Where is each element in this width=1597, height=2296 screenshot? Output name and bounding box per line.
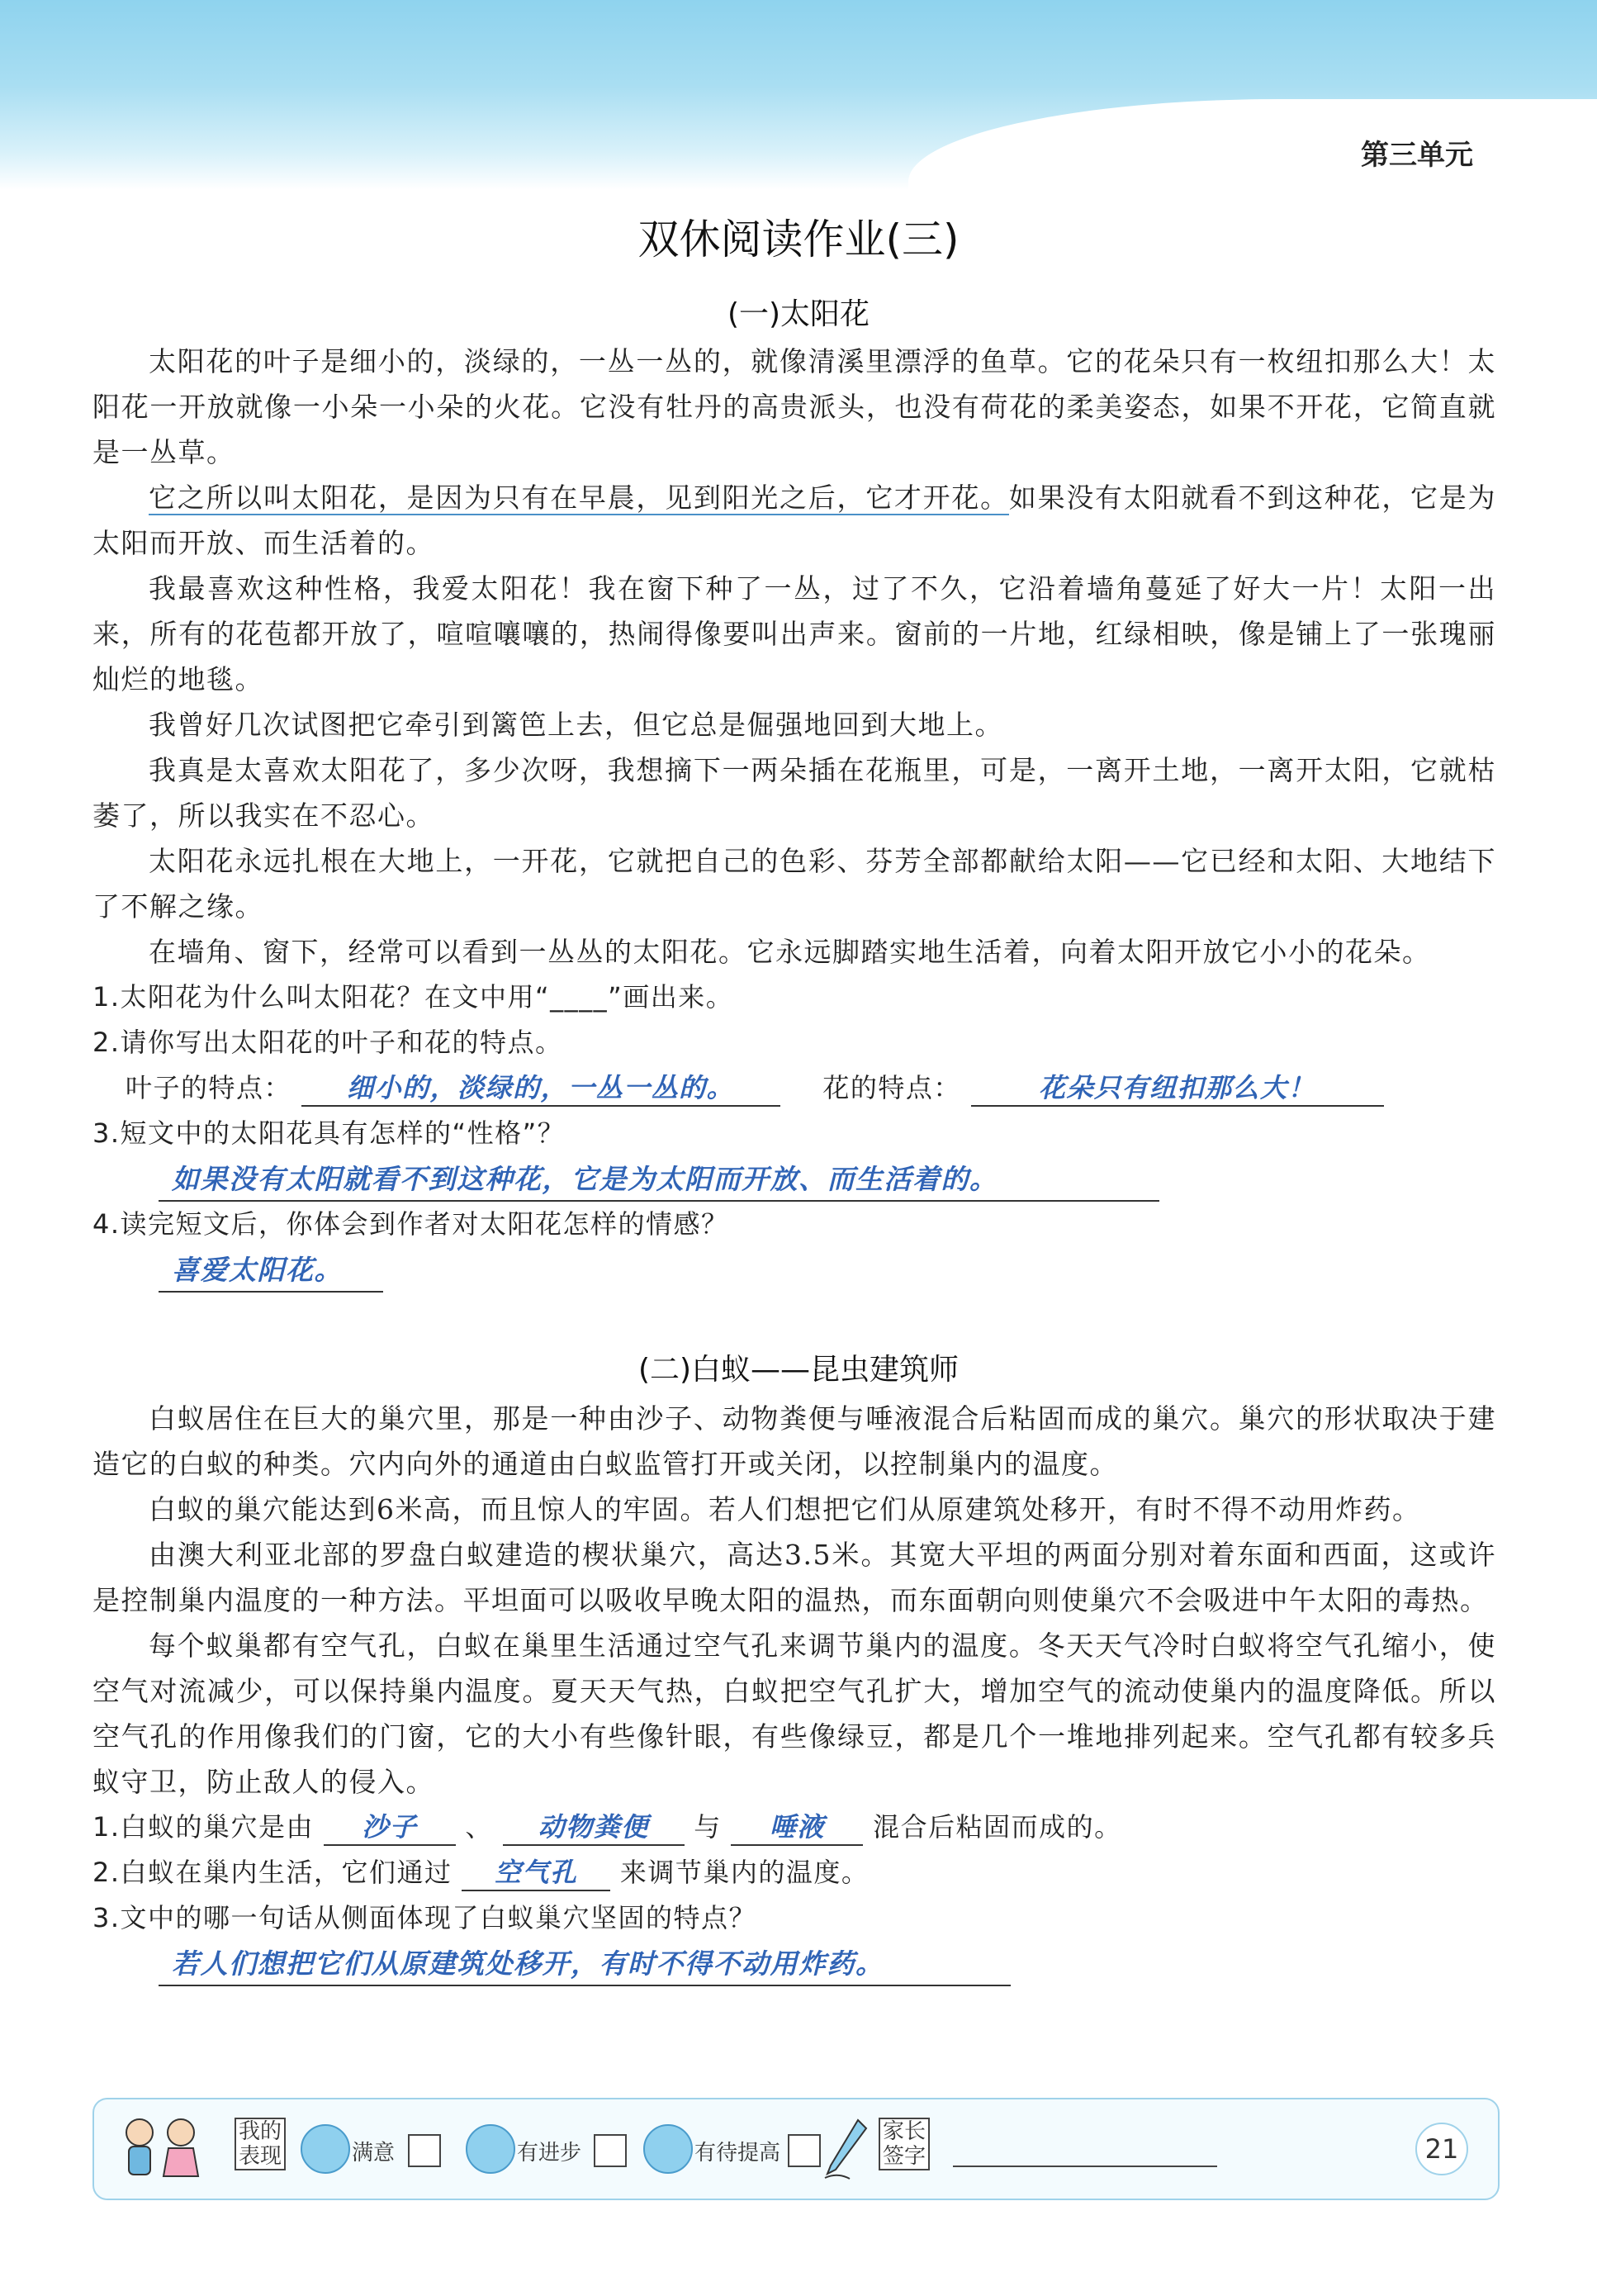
underlined-sentence: 它之所以叫太阳花，是因为只有在早晨，见到阳光之后，它才开花。 [149,481,1009,514]
paragraph: 每个蚁巢都有空气孔，白蚁在巢里生活通过空气孔来调节巢内的温度。冬天天气冷时白蚁将空气孔缩小，使空气对流减少，可以保持巢内温度。夏天天气热，白蚁把空气孔扩大，增加空气的流动使巢内的温度降低。所以空气孔的作用像我们的门窗，它的大小有些像针眼，有些像绿豆，都是几个一堆地排列起来。空气孔都有较多兵蚁守卫，防止敌人的侵入。 [92,1629,1496,1798]
answer-dung[interactable]: 动物粪便 [503,1810,685,1846]
paragraph: 我曾好几次试图把它牵引到篱笆上去，但它总是倔强地回到大地上。 [149,709,1003,741]
q1-and: 与 [694,1811,722,1843]
question-4-answer[interactable]: 喜爱太阳花。 [159,1251,383,1293]
paragraph [92,475,1496,566]
self-evaluation-bar [92,2098,1500,2200]
q2-prefix: 2.白蚁在巢内生活，它们通过 [92,1857,453,1888]
satisfied-checkbox[interactable] [408,2134,441,2167]
part2-heading: (二)白蚁——昆虫建筑师 [637,1353,960,1387]
q1-prefix: 1.白蚁的巢穴是由 [92,1811,315,1843]
flower-answer[interactable]: 花朵只有纽扣那么大！ [971,1070,1384,1107]
opt-progress-label: 有进步 [517,2141,582,2166]
opt-improve-label: 有待提高 [694,2141,781,2166]
progress-face-icon [466,2124,515,2174]
performance-label: 我的表现 [235,2118,286,2170]
page-title: 双休阅读作业(三) [637,216,960,263]
question-3-answer[interactable]: 若人们想把它们从原建筑处移开，有时不得不动用炸药。 [159,1945,1011,1986]
answer-saliva[interactable]: 唾液 [731,1810,863,1846]
parent-signature-label: 家长签字 [879,2118,930,2170]
improve-checkbox[interactable] [788,2134,821,2167]
paragraph: 由澳大利亚北部的罗盘白蚁建造的楔状巢穴，高达3.5米。其宽大平坦的两面分别对着东面和西面，这或许是控制巢内温度的一种方法。平坦面可以吸收早晚太阳的温热，而东面朝向则使巢穴不会吸进中午太阳的毒热。 [92,1539,1496,1616]
top-banner [0,0,1597,190]
flower-label: 花的特点： [822,1072,961,1103]
question-3: 3.文中的哪一句话从侧面体现了白蚁巢穴坚固的特点？ [92,1902,757,1933]
paragraph: 白蚁居住在巨大的巢穴里，那是一种由沙子、动物粪便与唾液混合后粘固而成的巢穴。巢穴的形状取决于建造它的白蚁的种类。穴内向外的通道由白蚁监管打开或关闭，以控制巢内的温度。 [92,1402,1496,1480]
pen-icon [821,2116,870,2182]
question-4: 4.读完短文后，你体会到作者对太阳花怎样的情感？ [92,1208,729,1240]
paragraph: 在墙角、窗下，经常可以看到一丛丛的太阳花。它永远脚踏实地生活着，向着太阳开放它小小的花朵。 [149,936,1431,968]
q1-sep: 、 [465,1811,493,1843]
paragraph: 太阳花的叶子是细小的，淡绿的，一丛一丛的，就像清溪里漂浮的鱼草。它的花朵只有一枚纽扣那么大！太阳花一开放就像一小朵一小朵的火花。它没有牡丹的高贵派头，也没有荷花的柔美姿态，如果不开花，它简直就是一丛草。 [92,345,1496,468]
signature-line[interactable] [953,2166,1217,2167]
leaf-answer[interactable]: 细小的，淡绿的，一丛一丛的。 [301,1070,780,1107]
improve-face-icon [643,2124,693,2174]
opt-satisfied-label: 满意 [352,2141,396,2166]
paragraph-rest: 如果没有太阳就看不到这种花，它是为太阳而开放、而生活着的。 [92,481,1497,559]
part1-passage [92,339,1496,1293]
satisfied-face-icon [301,2124,350,2174]
part1-heading: (一)太阳花 [727,297,870,331]
part2-passage [92,1396,1496,1986]
paragraph: 太阳花永远扎根在大地上，一开花，它就把自己的色彩、芬芳全部都献给太阳——它已经和太阳、大地结下了不解之缘。 [92,845,1496,923]
question-3-answer[interactable]: 如果没有太阳就看不到这种花，它是为太阳而开放、而生活着的。 [159,1160,1159,1202]
progress-checkbox[interactable] [594,2134,627,2167]
question-3: 3.短文中的太阳花具有怎样的“性格”？ [92,1117,566,1149]
question-2 [92,1850,1496,1895]
answer-air-hole[interactable]: 空气孔 [462,1855,610,1891]
answer-sand[interactable]: 沙子 [324,1810,456,1846]
question-1: 1.太阳花为什么叫太阳花？在文中用“____”画出来。 [92,981,734,1013]
unit-label: 第三单元 [1361,139,1473,172]
children-illustration-icon [111,2112,210,2186]
q1-suffix: 混合后粘固而成的。 [873,1811,1122,1843]
paragraph: 我真是太喜欢太阳花了，多少次呀，我想摘下一两朵插在花瓶里，可是，一离开土地，一离开太阳，它就枯萎了，所以我实在不忍心。 [92,754,1496,832]
paragraph: 白蚁的巢穴能达到6米高，而且惊人的牢固。若人们想把它们从原建筑处移开，有时不得不动用炸药。 [149,1493,1421,1525]
paragraph: 我最喜欢这种性格，我爱太阳花！我在窗下种了一丛，过了不久，它沿着墙角蔓延了好大一片！太阳一出来，所有的花苞都开放了，喧喧嚷嚷的，热闹得像要叫出声来。窗前的一片地，红绿相映，像是铺上了一张瑰丽灿烂的地毯。 [92,572,1496,695]
page-number: 21 [1415,2123,1468,2175]
question-1 [92,1805,1496,1850]
q2-suffix: 来调节巢内的温度。 [619,1857,870,1888]
leaf-label: 叶子的特点： [126,1072,292,1103]
question-2: 2.请你写出太阳花的叶子和花的特点。 [92,1027,563,1058]
question-2-answers [126,1065,1496,1111]
